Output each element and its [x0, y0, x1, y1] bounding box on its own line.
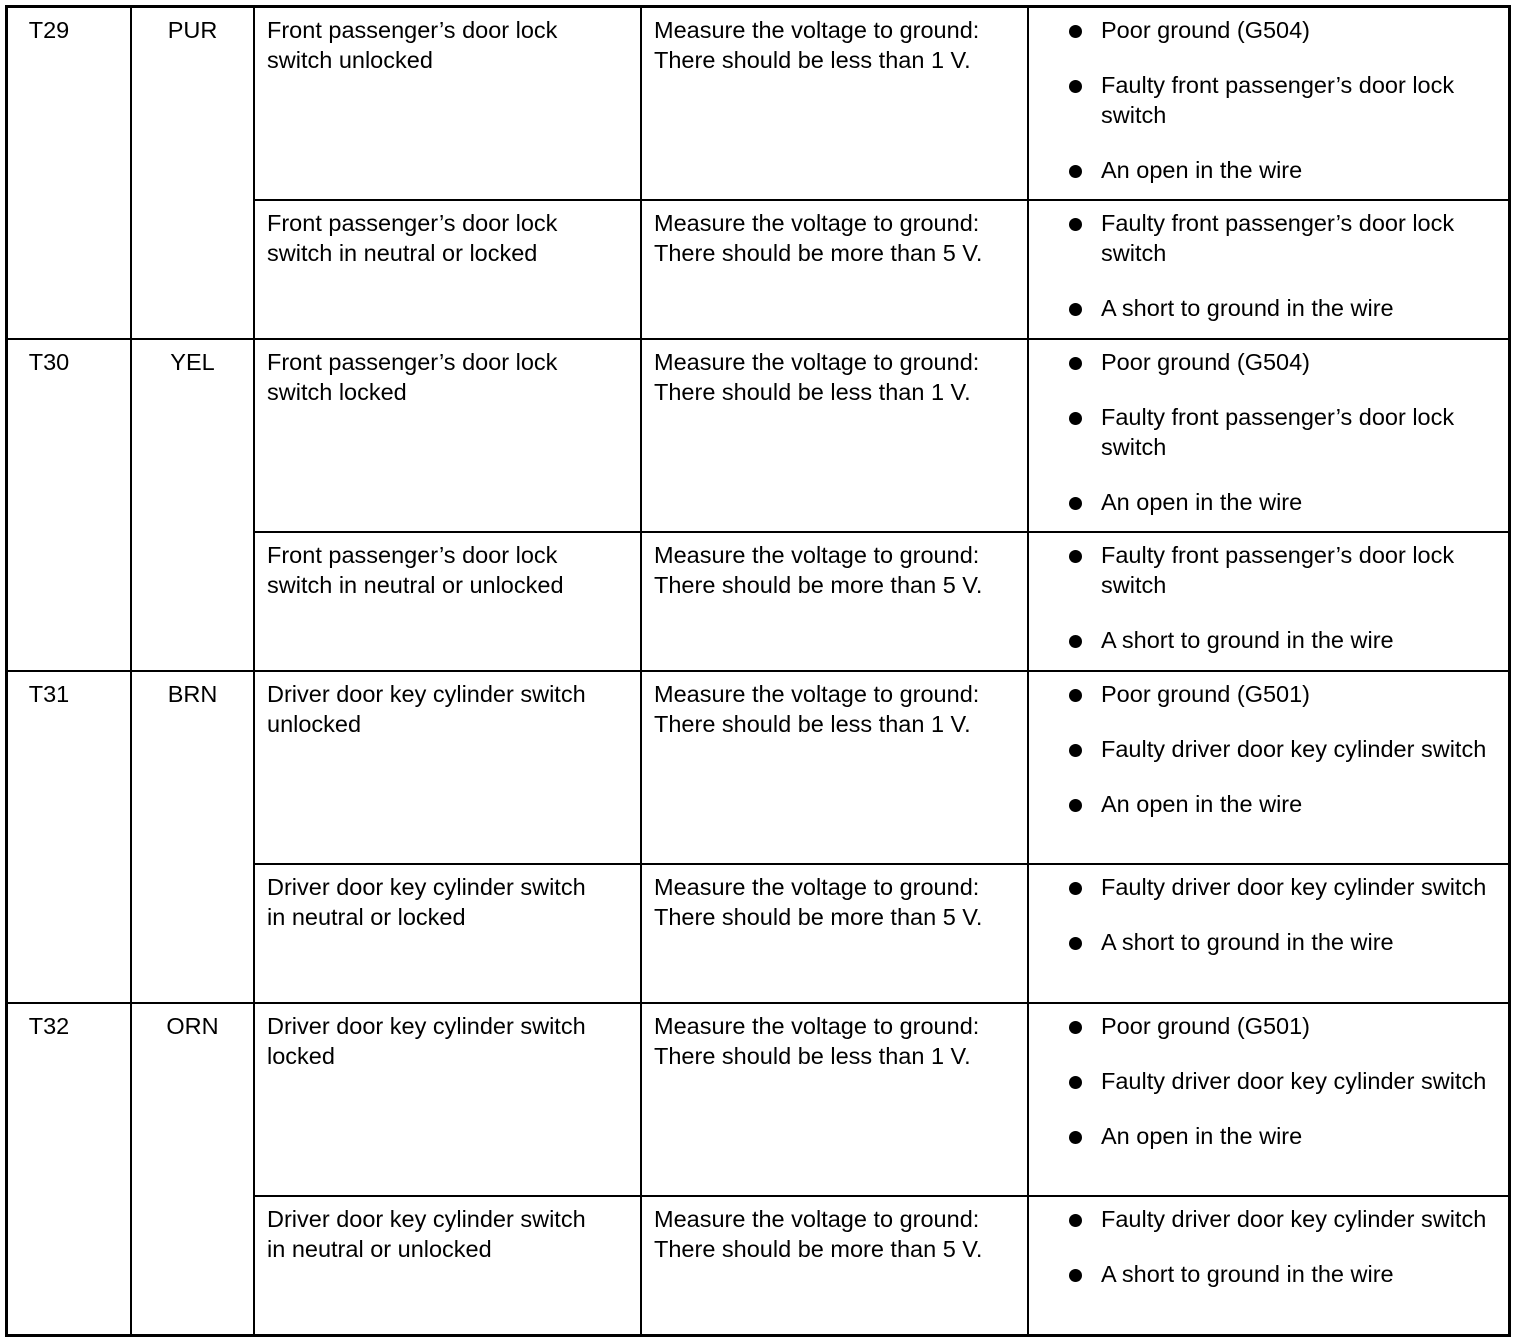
test-cell: Measure the voltage to ground: There should be less than 1 V. [641, 1003, 1028, 1196]
wire-color-cell: YEL [131, 339, 254, 671]
list-item [1041, 1011, 1498, 1041]
list-item [1041, 872, 1498, 902]
terminal-cell: T31 [7, 671, 131, 1003]
bullet-icon [1069, 1269, 1082, 1282]
list-item [1041, 487, 1498, 517]
table-row [7, 1003, 1509, 1196]
cause-list [1041, 1204, 1498, 1289]
cause-text: Faulty driver door key cylinder switch [1101, 1068, 1487, 1094]
list-item [1041, 293, 1498, 323]
condition-cell: Driver door key cylinder switch unlocked [254, 671, 641, 864]
list-item [1041, 540, 1498, 600]
terminal-cell: T30 [7, 339, 131, 671]
bullet-icon [1069, 165, 1082, 178]
cause-text: An open in the wire [1101, 489, 1303, 515]
test-cell: Measure the voltage to ground: There should be less than 1 V. [641, 7, 1028, 200]
causes-cell [1028, 1196, 1509, 1335]
list-item [1041, 1121, 1498, 1151]
cause-text: Poor ground (G504) [1101, 349, 1311, 375]
terminal-cell: T32 [7, 1003, 131, 1335]
test-cell: Measure the voltage to ground: There should be less than 1 V. [641, 339, 1028, 532]
causes-cell [1028, 7, 1509, 200]
terminal-cell: T29 [7, 7, 131, 339]
bullet-icon [1069, 412, 1082, 425]
cause-text: An open in the wire [1101, 791, 1303, 817]
table-row [7, 339, 1509, 532]
cause-text: A short to ground in the wire [1101, 929, 1394, 955]
bullet-icon [1069, 303, 1082, 316]
list-item [1041, 208, 1498, 268]
table-row [7, 7, 1509, 200]
condition-cell: Driver door key cylinder switch in neutral or locked [254, 864, 641, 1003]
test-cell: Measure the voltage to ground: There should be more than 5 V. [641, 200, 1028, 339]
list-item [1041, 734, 1498, 764]
bullet-icon [1069, 357, 1082, 370]
cause-list [1041, 679, 1498, 819]
table-row [7, 671, 1509, 864]
list-item [1041, 1204, 1498, 1234]
bullet-icon [1069, 689, 1082, 702]
cause-text: Poor ground (G504) [1101, 17, 1311, 43]
condition-cell: Front passenger’s door lock switch in neutral or unlocked [254, 532, 641, 671]
bullet-icon [1069, 25, 1082, 38]
test-cell: Measure the voltage to ground: There should be more than 5 V. [641, 864, 1028, 1003]
wire-color-cell: PUR [131, 7, 254, 339]
test-cell: Measure the voltage to ground: There should be more than 5 V. [641, 1196, 1028, 1335]
list-item [1041, 1259, 1498, 1289]
cause-text: An open in the wire [1101, 1123, 1303, 1149]
causes-cell [1028, 339, 1509, 532]
wire-color-cell: ORN [131, 1003, 254, 1335]
cause-text: Faulty driver door key cylinder switch [1101, 874, 1487, 900]
bullet-icon [1069, 550, 1082, 563]
condition-cell: Front passenger’s door lock switch unlocked [254, 7, 641, 200]
list-item [1041, 402, 1498, 462]
list-item [1041, 1066, 1498, 1096]
causes-cell [1028, 864, 1509, 1003]
cause-text: Faulty front passenger’s door lock switch [1101, 404, 1455, 460]
cause-text: Faulty front passenger’s door lock switch [1101, 542, 1455, 598]
cause-text: A short to ground in the wire [1101, 627, 1394, 653]
causes-cell [1028, 200, 1509, 339]
bullet-icon [1069, 744, 1082, 757]
bullet-icon [1069, 1076, 1082, 1089]
condition-cell: Front passenger’s door lock switch in neutral or locked [254, 200, 641, 339]
test-cell: Measure the voltage to ground: There should be more than 5 V. [641, 532, 1028, 671]
bullet-icon [1069, 937, 1082, 950]
list-item [1041, 789, 1498, 819]
list-item [1041, 927, 1498, 957]
cause-list [1041, 1011, 1498, 1151]
list-item [1041, 70, 1498, 130]
list-item [1041, 625, 1498, 655]
cause-text: Faulty driver door key cylinder switch [1101, 736, 1487, 762]
document-page [6, 6, 1508, 1334]
test-cell: Measure the voltage to ground: There should be less than 1 V. [641, 671, 1028, 864]
bullet-icon [1069, 635, 1082, 648]
cause-list [1041, 347, 1498, 517]
condition-cell: Driver door key cylinder switch in neutral or unlocked [254, 1196, 641, 1335]
cause-text: An open in the wire [1101, 157, 1303, 183]
cause-text: Faulty front passenger’s door lock switch [1101, 72, 1455, 128]
cause-list [1041, 540, 1498, 655]
cause-list [1041, 15, 1498, 185]
causes-cell [1028, 1003, 1509, 1196]
terminal-test-table [6, 6, 1510, 1336]
list-item [1041, 679, 1498, 709]
list-item [1041, 155, 1498, 185]
cause-text: A short to ground in the wire [1101, 295, 1394, 321]
list-item [1041, 15, 1498, 45]
cause-list [1041, 872, 1498, 957]
bullet-icon [1069, 497, 1082, 510]
bullet-icon [1069, 1021, 1082, 1034]
causes-cell [1028, 532, 1509, 671]
bullet-icon [1069, 1214, 1082, 1227]
causes-cell [1028, 671, 1509, 864]
list-item [1041, 347, 1498, 377]
cause-text: Faulty driver door key cylinder switch [1101, 1206, 1487, 1232]
cause-text: Poor ground (G501) [1101, 1013, 1311, 1039]
condition-cell: Front passenger’s door lock switch locked [254, 339, 641, 532]
cause-text: A short to ground in the wire [1101, 1261, 1394, 1287]
cause-text: Poor ground (G501) [1101, 681, 1311, 707]
bullet-icon [1069, 882, 1082, 895]
bullet-icon [1069, 218, 1082, 231]
bullet-icon [1069, 799, 1082, 812]
cause-list [1041, 208, 1498, 323]
bullet-icon [1069, 1131, 1082, 1144]
condition-cell: Driver door key cylinder switch locked [254, 1003, 641, 1196]
cause-text: Faulty front passenger’s door lock switch [1101, 210, 1455, 266]
bullet-icon [1069, 80, 1082, 93]
wire-color-cell: BRN [131, 671, 254, 1003]
